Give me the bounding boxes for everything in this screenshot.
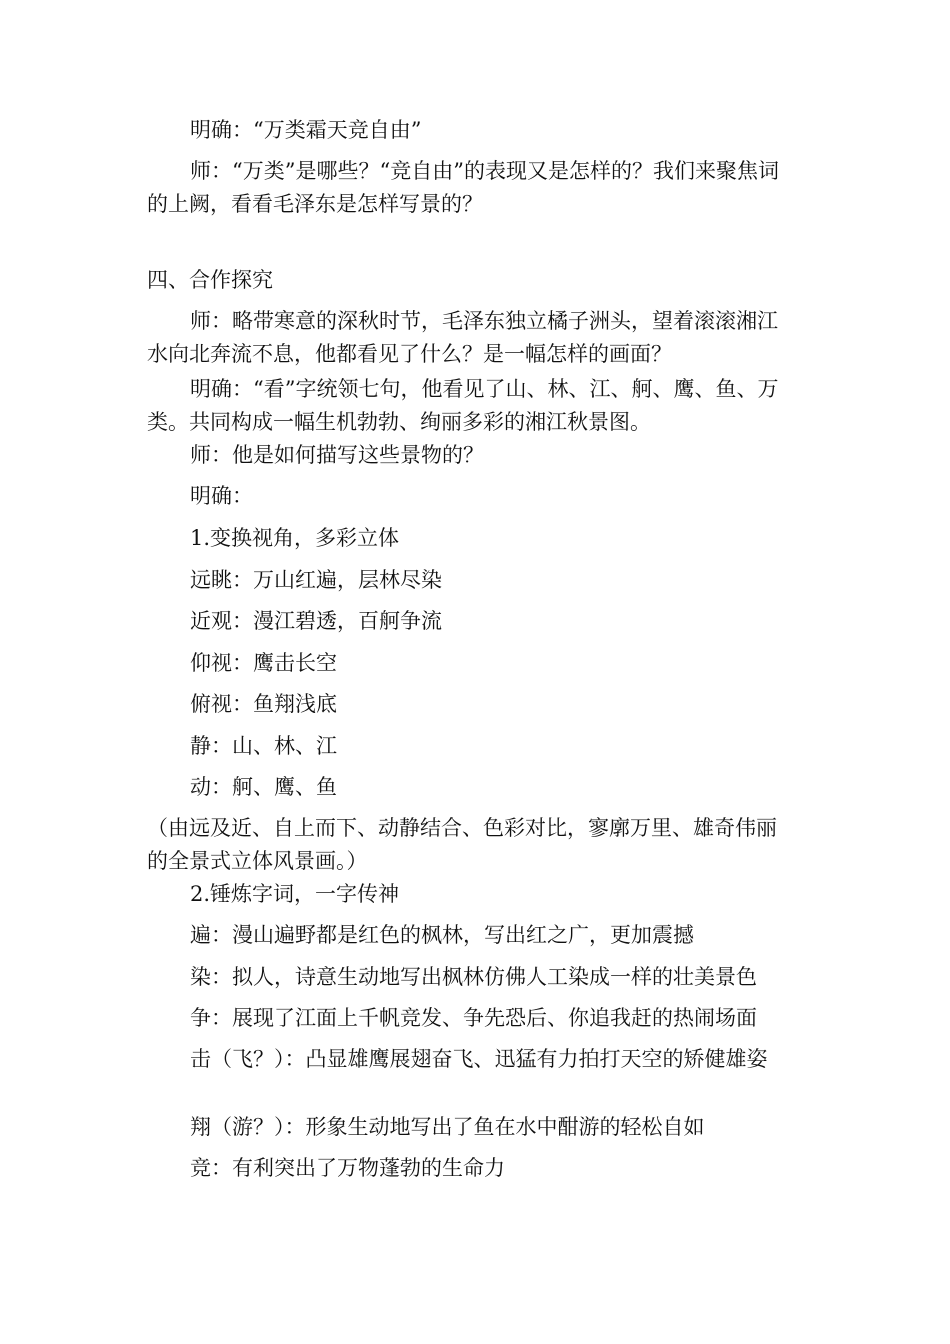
paragraph-answer-1: 明确：“万类霜天竞自由”	[190, 118, 422, 142]
list-item: 静：山、林、江	[190, 734, 337, 758]
list-item: 染：拟人，诗意生动地写出枫林仿佛人工染成一样的壮美景色	[190, 965, 757, 989]
paragraph-teacher-question-3: 师：他是如何描写这些景物的？	[190, 443, 484, 467]
paragraph-teacher-question-1: 师：“万类”是哪些？“竞自由”的表现又是怎样的？我们来聚焦词的上阙，看看毛泽东是怎样写景的？	[147, 159, 779, 216]
list-item: 仰视：鹰击长空	[190, 651, 337, 675]
list-item: 竞：有利突出了万物蓬勃的生命力	[190, 1156, 505, 1180]
section-heading: 四、合作探究	[147, 268, 273, 292]
list-item: 翔（游？）：形象生动地写出了鱼在水中酣游的轻松自如	[190, 1115, 705, 1139]
list-item: 动：舸、鹰、鱼	[190, 775, 337, 799]
list-item: 近观：漫江碧透，百舸争流	[190, 609, 442, 633]
paragraph-summary: （由远及近、自上而下、动静结合、色彩对比，寥廓万里、雄奇伟丽的全景式立体风景画。）	[147, 816, 777, 873]
list-item: 远眺：万山红遍，层林尽染	[190, 568, 442, 592]
list-item: 争：展现了江面上千帆竞发、争先恐后、你追我赶的热闹场面	[190, 1006, 757, 1030]
paragraph-answer-2: 明确：“看”字统领七句，他看见了山、林、江、舸、鹰、鱼、万类。共同构成一幅生机勃勃、绚丽多彩的湘江秋景图。	[147, 377, 779, 434]
list-item: 俯视：鱼翔浅底	[190, 692, 337, 716]
paragraph-answer-label: 明确：	[190, 484, 253, 508]
list-item: 遍：漫山遍野都是红色的枫林，写出红之广，更加震撼	[190, 923, 694, 947]
paragraph-teacher-question-2: 师：略带寒意的深秋时节，毛泽东独立橘子洲头，望着滚滚湘江水向北奔流不息，他都看见了什么？是一幅怎样的画面？	[147, 309, 778, 366]
list-item: 击（飞？）：凸显雄鹰展翅奋飞、迅猛有力拍打天空的矫健雄姿	[190, 1047, 768, 1071]
point-heading-1: 1.变换视角，多彩立体	[190, 526, 400, 550]
point-heading-2: 2.锤炼字词，一字传神	[190, 882, 400, 906]
